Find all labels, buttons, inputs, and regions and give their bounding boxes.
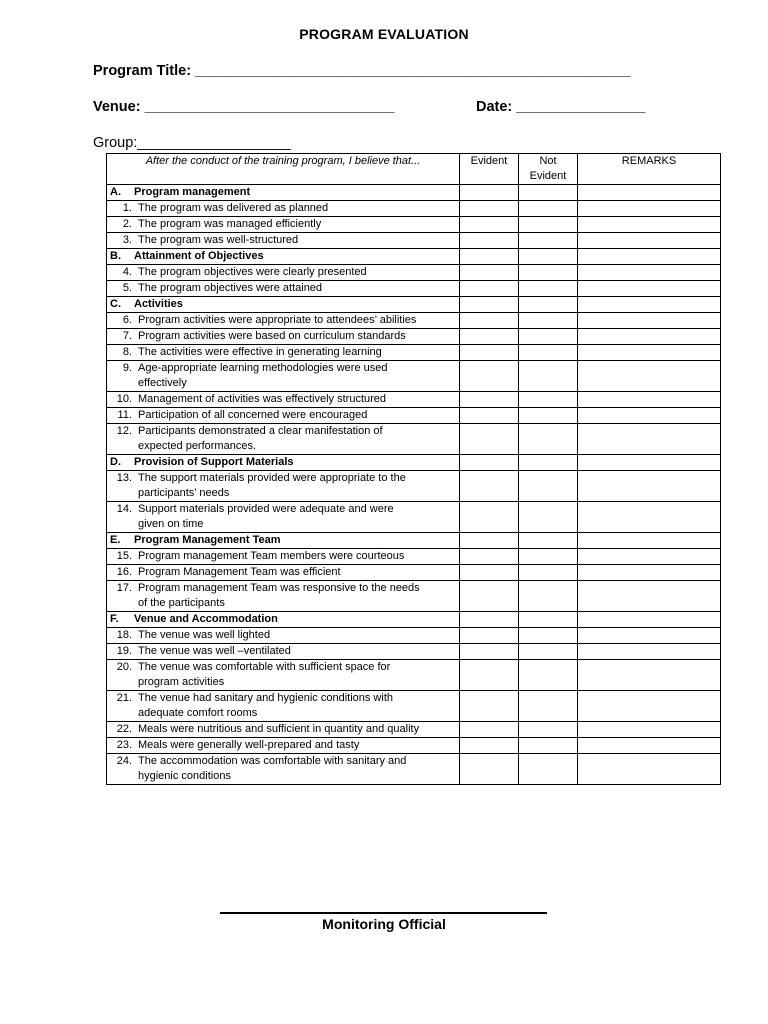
item-text: The program objectives were attained <box>138 282 323 294</box>
not-evident-cell[interactable] <box>519 565 578 581</box>
not-evident-cell[interactable] <box>519 471 578 502</box>
item-statement <box>107 722 460 738</box>
table-row <box>107 581 721 612</box>
table-header-row <box>107 154 721 185</box>
table-row <box>107 471 721 502</box>
item-number: 11. <box>117 409 132 421</box>
evident-cell[interactable] <box>460 233 519 249</box>
remarks-cell[interactable] <box>578 754 721 785</box>
evident-cell[interactable] <box>460 738 519 754</box>
item-statement <box>107 581 460 612</box>
item-text: Program management Team members were courteous <box>138 550 405 562</box>
not-evident-cell[interactable] <box>519 455 578 471</box>
table-row <box>107 233 721 249</box>
item-text: Age-appropriate learning methodologies were used effectively <box>138 362 388 389</box>
remarks-cell[interactable] <box>578 408 721 424</box>
evident-cell[interactable] <box>460 660 519 691</box>
section-label: Venue and Accommodation <box>134 613 278 625</box>
item-number: 10. <box>116 393 132 405</box>
item-number: 15. <box>116 550 132 562</box>
table-row <box>107 345 721 361</box>
evident-cell[interactable] <box>460 565 519 581</box>
item-statement <box>107 549 460 565</box>
item-statement <box>107 408 460 424</box>
item-statement <box>107 313 460 329</box>
not-evident-cell[interactable] <box>519 612 578 628</box>
item-number: 22. <box>116 723 132 735</box>
remarks-cell[interactable] <box>578 628 721 644</box>
not-evident-cell[interactable] <box>519 201 578 217</box>
remarks-header: REMARKS <box>578 154 721 185</box>
item-number: 20. <box>116 661 132 673</box>
not-evident-cell[interactable] <box>519 345 578 361</box>
table-row <box>107 722 721 738</box>
evident-cell[interactable] <box>460 533 519 549</box>
item-number: 6. <box>122 314 132 326</box>
section-title <box>107 249 460 265</box>
section-title <box>107 185 460 201</box>
item-statement <box>107 691 460 722</box>
evident-cell[interactable] <box>460 185 519 201</box>
item-statement <box>107 660 460 691</box>
item-number: 9. <box>122 362 132 374</box>
page-title: PROGRAM EVALUATION <box>299 26 469 42</box>
item-number: 8. <box>122 346 132 358</box>
table-row <box>107 628 721 644</box>
evident-cell[interactable] <box>460 313 519 329</box>
item-number: 1. <box>122 202 132 214</box>
item-text: The program was well-structured <box>138 234 299 246</box>
section-label: Attainment of Objectives <box>134 250 264 262</box>
remarks-cell[interactable] <box>578 738 721 754</box>
item-text: The support materials provided were appropriate to the participants’ needs <box>138 472 406 499</box>
not-evident-cell[interactable] <box>519 691 578 722</box>
section-letter: F. <box>110 613 119 625</box>
not-evident-cell[interactable] <box>519 392 578 408</box>
item-text: The program objectives were clearly presented <box>138 266 367 278</box>
item-statement <box>107 628 460 644</box>
not-evident-cell[interactable] <box>519 581 578 612</box>
item-statement <box>107 471 460 502</box>
item-text: Meals were generally well-prepared and tasty <box>138 739 360 751</box>
item-text: Program activities were appropriate to attendees’ abilities <box>138 314 417 326</box>
table-row <box>107 549 721 565</box>
evident-cell[interactable] <box>460 361 519 392</box>
item-number: 17. <box>116 582 132 594</box>
not-evident-cell[interactable] <box>519 249 578 265</box>
not-evident-cell[interactable] <box>519 361 578 392</box>
section-title <box>107 297 460 313</box>
program-title-field[interactable]: Program Title: ______________________________________________________ <box>93 63 631 79</box>
evaluation-table-body <box>107 185 721 785</box>
evident-cell[interactable] <box>460 281 519 297</box>
remarks-cell[interactable] <box>578 313 721 329</box>
section-letter: A. <box>110 186 121 198</box>
item-statement <box>107 329 460 345</box>
not-evident-cell[interactable] <box>519 754 578 785</box>
evident-cell[interactable] <box>460 722 519 738</box>
item-statement <box>107 644 460 660</box>
evident-cell[interactable] <box>460 424 519 455</box>
signature-line <box>220 902 547 914</box>
remarks-cell[interactable] <box>578 361 721 392</box>
item-text: Program activities were based on curriculum standards <box>138 330 406 342</box>
item-text: Meals were nutritious and sufficient in quantity and quality <box>138 723 420 735</box>
item-number: 23. <box>116 739 132 751</box>
item-number: 7. <box>122 330 132 342</box>
item-text: The venue was well lighted <box>138 629 271 641</box>
table-row <box>107 424 721 455</box>
table-row <box>107 754 721 785</box>
not-evident-cell[interactable] <box>519 313 578 329</box>
item-text: The program was delivered as planned <box>138 202 329 214</box>
date-field[interactable]: Date: ________________ <box>476 99 646 115</box>
section-label: Program Management Team <box>134 534 281 546</box>
item-number: 19. <box>116 645 132 657</box>
remarks-cell[interactable] <box>578 392 721 408</box>
not-evident-cell[interactable] <box>519 408 578 424</box>
remarks-cell[interactable] <box>578 549 721 565</box>
evident-cell[interactable] <box>460 628 519 644</box>
evident-cell[interactable] <box>460 408 519 424</box>
evident-cell[interactable] <box>460 345 519 361</box>
not-evident-cell[interactable] <box>519 424 578 455</box>
section-label: Program management <box>134 186 251 198</box>
remarks-cell[interactable] <box>578 281 721 297</box>
evident-cell[interactable] <box>460 455 519 471</box>
item-text: The program was managed efficiently <box>138 218 322 230</box>
item-number: 12. <box>116 425 132 437</box>
item-statement <box>107 233 460 249</box>
item-number: 21. <box>116 692 132 704</box>
item-statement <box>107 738 460 754</box>
item-number: 2. <box>122 218 132 230</box>
item-text: The venue was comfortable with sufficient space for program activities <box>138 661 391 688</box>
remarks-cell[interactable] <box>578 297 721 313</box>
table-row <box>107 408 721 424</box>
remarks-cell[interactable] <box>578 233 721 249</box>
item-statement <box>107 217 460 233</box>
evident-cell[interactable] <box>460 471 519 502</box>
item-number: 5. <box>122 282 132 294</box>
section-letter: C. <box>110 298 121 310</box>
table-row <box>107 644 721 660</box>
section-row <box>107 297 721 313</box>
remarks-cell[interactable] <box>578 612 721 628</box>
remarks-cell[interactable] <box>578 249 721 265</box>
remarks-cell[interactable] <box>578 329 721 345</box>
item-text: The venue had sanitary and hygienic conditions with adequate comfort rooms <box>138 692 393 719</box>
not-evident-cell[interactable] <box>519 722 578 738</box>
evident-cell[interactable] <box>460 581 519 612</box>
section-row <box>107 533 721 549</box>
remarks-cell[interactable] <box>578 424 721 455</box>
signature-label: Monitoring Official <box>322 916 446 932</box>
remarks-cell[interactable] <box>578 265 721 281</box>
evident-cell[interactable] <box>460 549 519 565</box>
table-row <box>107 265 721 281</box>
remarks-cell[interactable] <box>578 471 721 502</box>
venue-field[interactable]: Venue: _______________________________ <box>93 99 395 115</box>
item-statement <box>107 345 460 361</box>
not-evident-cell[interactable] <box>519 233 578 249</box>
section-title <box>107 612 460 628</box>
remarks-cell[interactable] <box>578 455 721 471</box>
item-statement <box>107 201 460 217</box>
remarks-cell[interactable] <box>578 691 721 722</box>
not-evident-cell[interactable] <box>519 628 578 644</box>
item-statement <box>107 565 460 581</box>
section-row <box>107 455 721 471</box>
group-field[interactable]: Group:___________________ <box>93 135 291 151</box>
table-row <box>107 502 721 533</box>
item-text: Participants demonstrated a clear manifestation of expected performances. <box>138 425 383 452</box>
item-statement <box>107 502 460 533</box>
not-evident-cell[interactable] <box>519 660 578 691</box>
not-evident-cell[interactable] <box>519 738 578 754</box>
evident-cell[interactable] <box>460 754 519 785</box>
remarks-cell[interactable] <box>578 581 721 612</box>
section-label: Activities <box>134 298 183 310</box>
evident-cell[interactable] <box>460 249 519 265</box>
remarks-cell[interactable] <box>578 185 721 201</box>
item-number: 13. <box>116 472 132 484</box>
item-statement <box>107 361 460 392</box>
section-row <box>107 612 721 628</box>
remarks-cell[interactable] <box>578 533 721 549</box>
table-row <box>107 329 721 345</box>
remarks-cell[interactable] <box>578 502 721 533</box>
item-number: 16. <box>116 566 132 578</box>
remarks-cell[interactable] <box>578 644 721 660</box>
statement-header: After the conduct of the training program, I believe that... <box>107 154 460 185</box>
item-text: The venue was well –ventilated <box>138 645 291 657</box>
remarks-cell[interactable] <box>578 345 721 361</box>
item-statement <box>107 754 460 785</box>
item-statement <box>107 265 460 281</box>
table-row <box>107 691 721 722</box>
item-number: 14. <box>116 503 132 515</box>
table-row <box>107 660 721 691</box>
table-row <box>107 217 721 233</box>
evaluation-table <box>106 153 721 785</box>
not-evident-cell[interactable] <box>519 644 578 660</box>
item-number: 18. <box>116 629 132 641</box>
evident-header: Evident <box>460 154 519 185</box>
evident-cell[interactable] <box>460 644 519 660</box>
section-title <box>107 455 460 471</box>
evident-cell[interactable] <box>460 217 519 233</box>
table-row <box>107 738 721 754</box>
item-text: Program Management Team was efficient <box>138 566 341 578</box>
evident-cell[interactable] <box>460 329 519 345</box>
section-letter: B. <box>110 250 121 262</box>
section-title <box>107 533 460 549</box>
table-row <box>107 313 721 329</box>
remarks-cell[interactable] <box>578 201 721 217</box>
item-text: Program management Team was responsive to the needs of the participants <box>138 582 420 609</box>
item-statement <box>107 392 460 408</box>
item-number: 3. <box>122 234 132 246</box>
not-evident-cell[interactable] <box>519 533 578 549</box>
evident-cell[interactable] <box>460 201 519 217</box>
item-statement <box>107 281 460 297</box>
item-text: Support materials provided were adequate and were given on time <box>138 503 394 530</box>
remarks-cell[interactable] <box>578 217 721 233</box>
evident-cell[interactable] <box>460 691 519 722</box>
not-evident-cell[interactable] <box>519 502 578 533</box>
evident-cell[interactable] <box>460 265 519 281</box>
remarks-cell[interactable] <box>578 565 721 581</box>
section-row <box>107 249 721 265</box>
item-text: The accommodation was comfortable with sanitary and hygienic conditions <box>138 755 407 782</box>
table-row <box>107 392 721 408</box>
evident-cell[interactable] <box>460 392 519 408</box>
item-text: The activities were effective in generating learning <box>138 346 382 358</box>
item-text: Participation of all concerned were encouraged <box>138 409 368 421</box>
evident-cell[interactable] <box>460 502 519 533</box>
not-evident-cell[interactable] <box>519 549 578 565</box>
table-row <box>107 201 721 217</box>
table-row <box>107 361 721 392</box>
section-letter: E. <box>110 534 121 546</box>
section-letter: D. <box>110 456 121 468</box>
item-number: 24. <box>116 755 132 767</box>
table-row <box>107 565 721 581</box>
remarks-cell[interactable] <box>578 722 721 738</box>
table-row <box>107 281 721 297</box>
evident-cell[interactable] <box>460 612 519 628</box>
evident-cell[interactable] <box>460 297 519 313</box>
not-evident-cell[interactable] <box>519 185 578 201</box>
not-evident-cell[interactable] <box>519 329 578 345</box>
not-evident-cell[interactable] <box>519 217 578 233</box>
not-evident-cell[interactable] <box>519 265 578 281</box>
not-evident-cell[interactable] <box>519 281 578 297</box>
item-text: Management of activities was effectively structured <box>138 393 387 405</box>
section-label: Provision of Support Materials <box>134 456 294 468</box>
item-number: 4. <box>122 266 132 278</box>
section-row <box>107 185 721 201</box>
not-evident-header: Not Evident <box>519 154 578 185</box>
remarks-cell[interactable] <box>578 660 721 691</box>
not-evident-cell[interactable] <box>519 297 578 313</box>
item-statement <box>107 424 460 455</box>
